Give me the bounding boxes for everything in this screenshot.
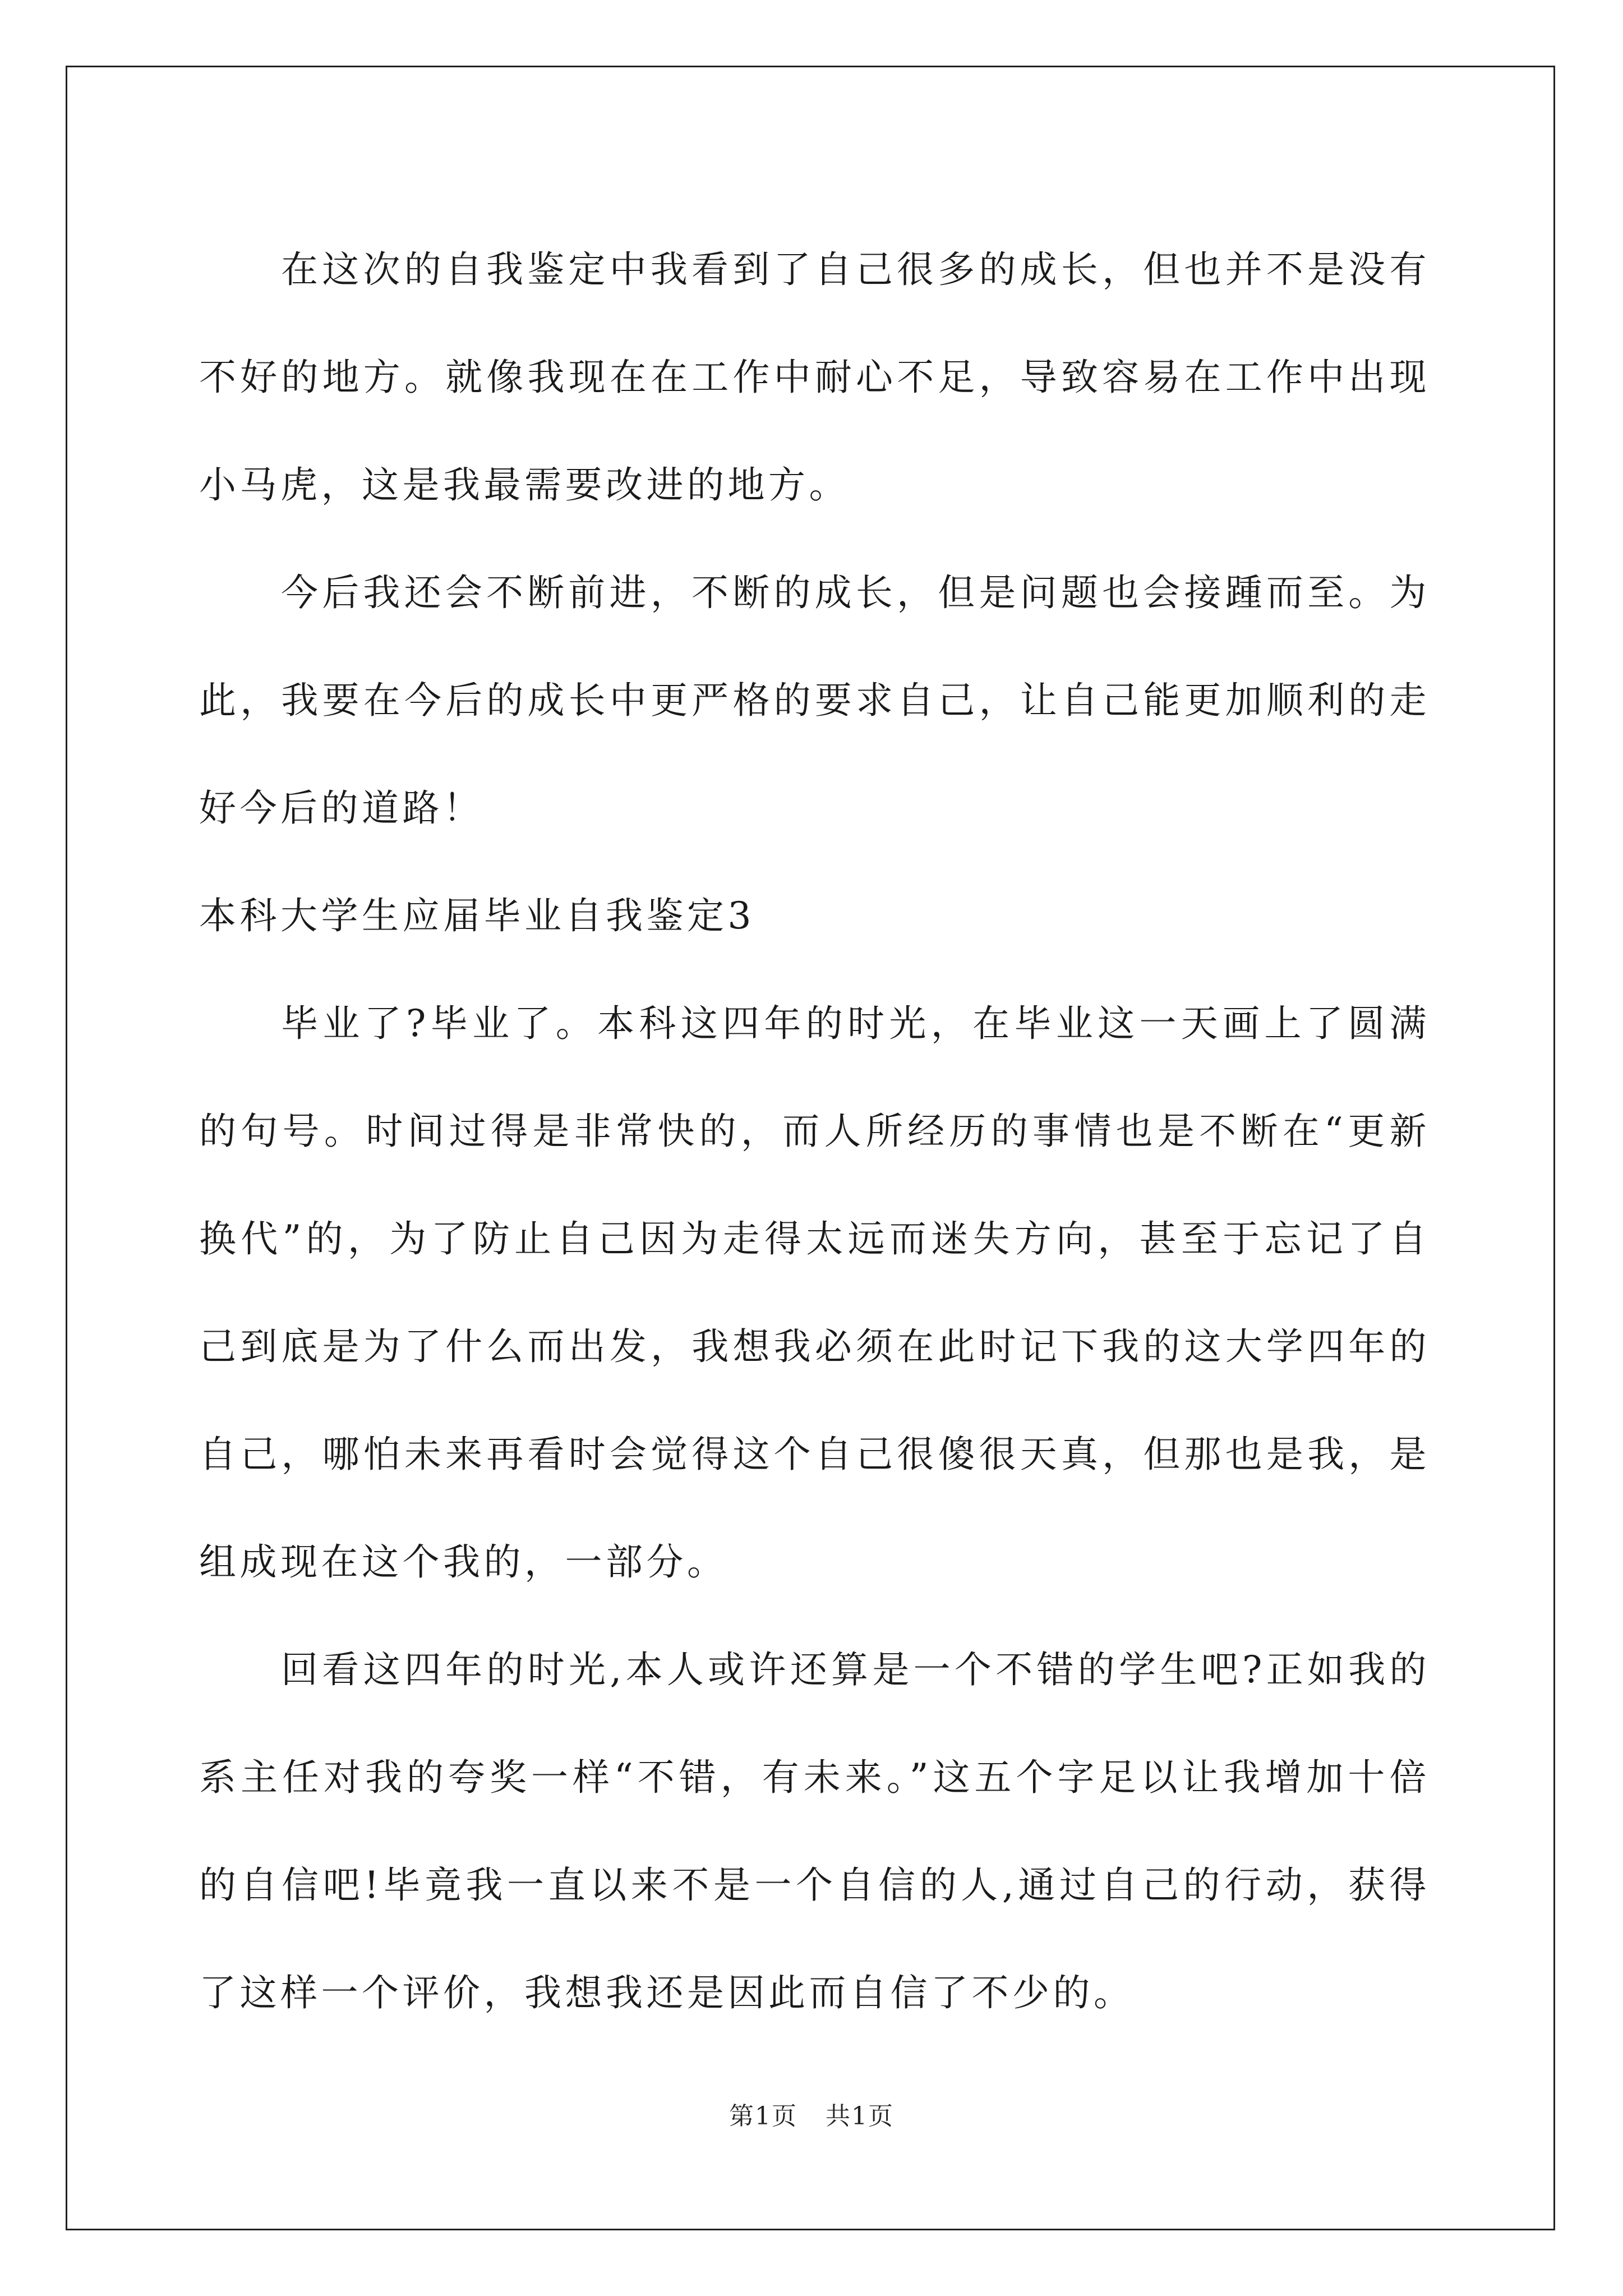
page-number: 第1页 xyxy=(729,2102,797,2131)
page-total: 共1页 xyxy=(826,2102,894,2131)
paragraph-reflection: 回看这四年的时光,本人或许还算是一个不错的学生吧?正如我的系主任对我的夸奖一样“不错，有未来。”这五个字足以让我增加十倍的自信吧!毕竟我一直以来不是一个自信的人,通过自己的行动，获得了这样一个评价，我想我还是因此而自信了不少的。 xyxy=(199,1648,1430,2014)
page-footer xyxy=(0,2096,1623,2132)
paragraph-future-outlook: 今后我还会不断前进，不断的成长，但是问题也会接踵而至。为此，我要在今后的成长中更严格的要求自己，让自己能更加顺利的走好今后的道路！ xyxy=(199,571,1430,830)
section-heading: 本科大学生应届毕业自我鉴定3 xyxy=(199,894,755,937)
paragraph-graduation: 毕业了?毕业了。本科这四年的时光，在毕业这一天画上了圆满的句号。时间过得是非常快的，而人所经历的事情也是不断在“更新换代”的，为了防止自己因为走得太远而迷失方向，甚至于忘记了自己到底是为了什么而出发，我想我必须在此时记下我的这大学四年的自己，哪怕未来再看时会觉得这个自己很傻很天真，但那也是我，是组成现在这个我的，一部分。 xyxy=(199,1002,1430,1584)
document-body xyxy=(199,216,1430,2047)
paragraph-self-assessment: 在这次的自我鉴定中我看到了自己很多的成长，但也并不是没有不好的地方。就像我现在在工作中耐心不足，导致容易在工作中出现小马虎，这是我最需要改进的地方。 xyxy=(199,248,1430,507)
